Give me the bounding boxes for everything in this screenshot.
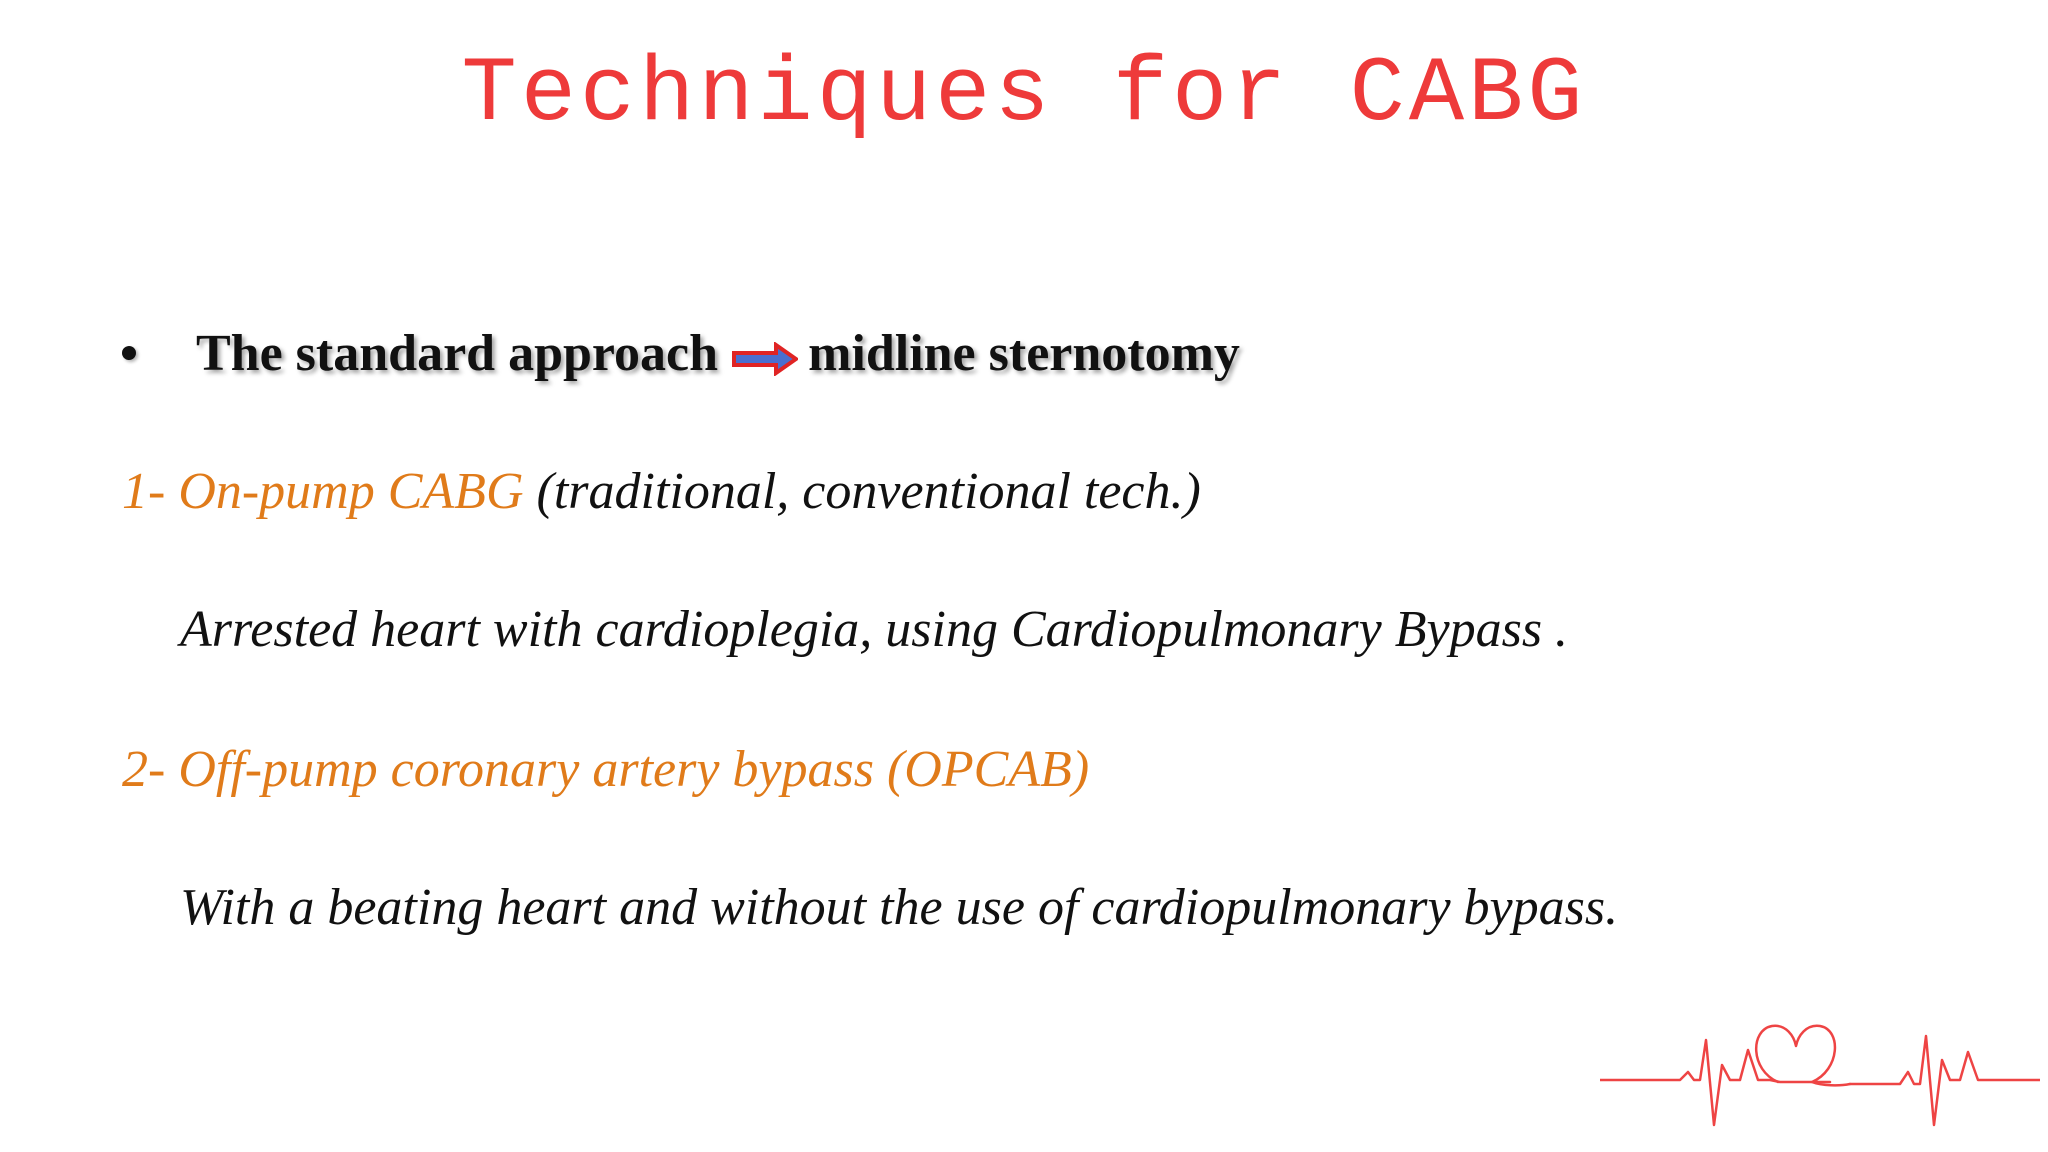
bullet-dot-icon (122, 346, 136, 360)
off-pump-detail: With a beating heart and without the use of cardiopulmonary bypass. (180, 879, 1619, 936)
on-pump-label: 1- On-pump CABG (122, 463, 524, 520)
bullet-left-text: The standard approach (196, 324, 719, 382)
on-pump-heading (122, 462, 1201, 521)
slide-title: Techniques for CABG (461, 42, 1587, 147)
on-pump-detail: Arrested heart with cardioplegia, using Cardiopulmonary Bypass . (180, 601, 1569, 658)
heartbeat-ecg-icon (1600, 1010, 2040, 1135)
bullet-item (122, 318, 1240, 388)
right-arrow-icon (732, 330, 798, 389)
bullet-right-text: midline sternotomy (808, 324, 1240, 382)
on-pump-description: (traditional, conventional tech.) (523, 463, 1201, 520)
off-pump-heading: 2- Off-pump coronary artery bypass (OPCAB) (122, 741, 1090, 798)
